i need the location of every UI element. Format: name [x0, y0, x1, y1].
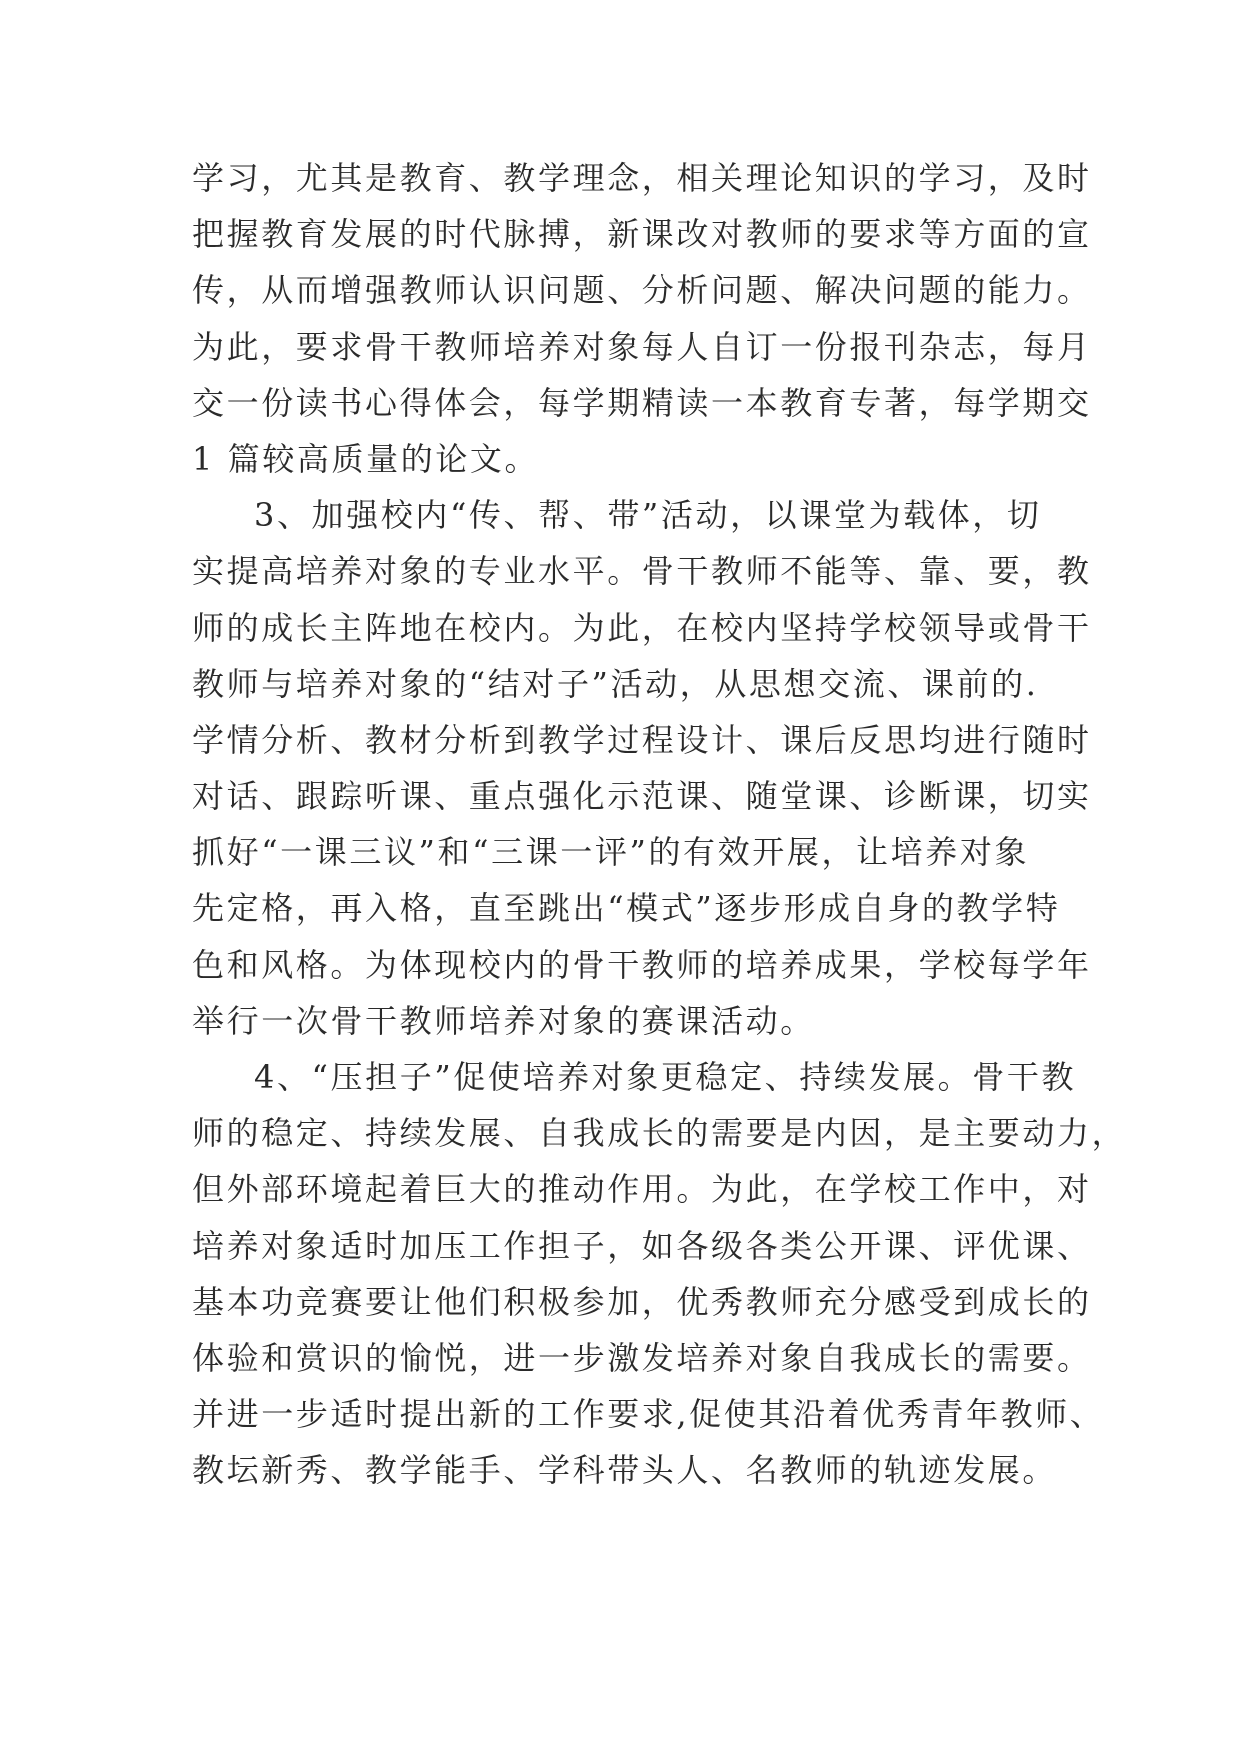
text-line: 色和风格。为体现校内的骨干教师的培养成果，学校每学年	[192, 945, 1092, 984]
text-line: 1 篇较高质量的论文。	[192, 439, 540, 478]
text-line: 对话、跟踪听课、重点强化示范课、随堂课、诊断课，切实	[192, 777, 1092, 816]
text-line: 学情分析、教材分析到教学过程设计、课后反思均进行随时	[192, 720, 1092, 759]
text-line: 学习，尤其是教育、教学理念，相关理论知识的学习，及时	[192, 159, 1092, 197]
text-line: 培养对象适时加压工作担子，如各级各类公开课、评优课、	[192, 1226, 1092, 1265]
text-line: 先定格，再入格，直至跳出“模式”逐步形成自身的教学特	[192, 889, 1061, 928]
paragraph-4-first-line: 4、“压担子”促使培养对象更稳定、持续发展。骨干教	[254, 1058, 1077, 1096]
text-line: 并进一步适时提出新的工作要求,促使其沿着优秀青年教师、	[192, 1395, 1105, 1434]
text-line: 传，从而增强教师认识问题、分析问题、解决问题的能力。	[192, 271, 1092, 310]
text-line: 基本功竞赛要让他们积极参加，优秀教师充分感受到成长的	[192, 1282, 1092, 1321]
document-body	[192, 150, 1127, 1499]
text-line: 体验和赏识的愉悦，进一步激发培养对象自我成长的需要。	[192, 1338, 1092, 1377]
text-line: 但外部环境起着巨大的推动作用。为此，在学校工作中，对	[192, 1170, 1092, 1209]
text-line: 实提高培养对象的专业水平。骨干教师不能等、靠、要，教	[192, 552, 1092, 591]
text-line: 举行一次骨干教师培养对象的赛课活动。	[192, 1001, 815, 1040]
text-line: 教师与培养对象的“结对子”活动，从思想交流、课前的.	[192, 664, 1039, 703]
text-line: 交一份读书心得体会，每学期精读一本教育专著，每学期交	[192, 383, 1092, 422]
text-line: 教坛新秀、教学能手、学科带头人、名教师的轨迹发展。	[192, 1451, 1058, 1490]
text-line: 把握教育发展的时代脉搏，新课改对教师的要求等方面的宣	[192, 215, 1092, 254]
text-line: 师的稳定、持续发展、自我成长的需要是内因，是主要动力，	[192, 1114, 1127, 1153]
text-line: 为此，要求骨干教师培养对象每人自订一份报刊杂志，每月	[192, 327, 1092, 366]
text-line: 抓好“一课三议”和“三课一评”的有效开展，让培养对象	[192, 833, 1030, 872]
text-line: 师的成长主阵地在校内。为此，在校内坚持学校领导或骨干	[192, 608, 1092, 647]
paragraph-3-first-line: 3、加强校内“传、帮、带”活动，以课堂为载体，切	[254, 496, 1042, 535]
